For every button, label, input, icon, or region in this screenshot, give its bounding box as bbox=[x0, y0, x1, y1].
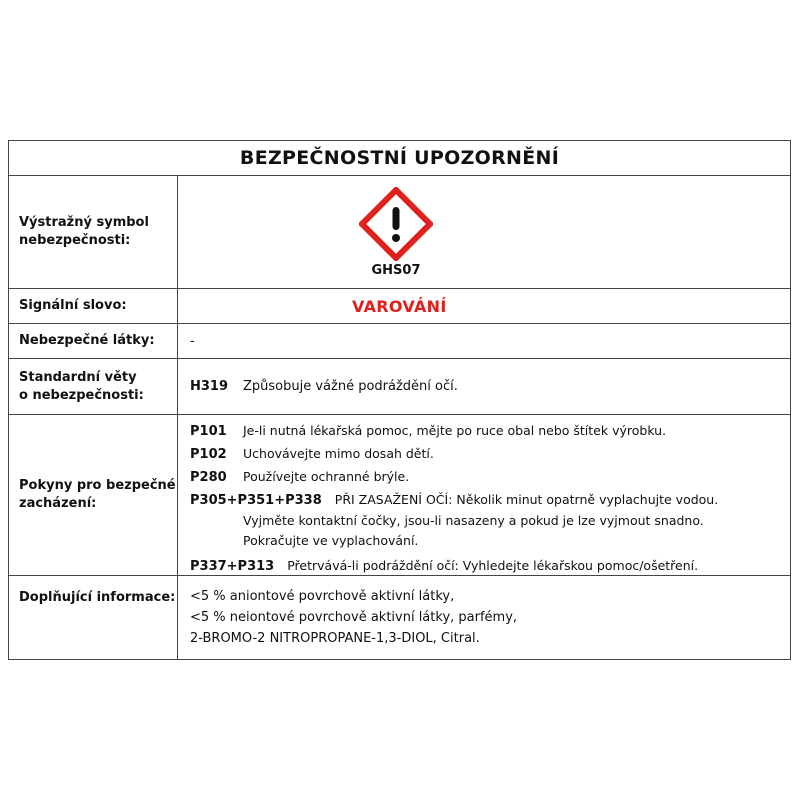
additional-info-text bbox=[178, 576, 790, 659]
row-label bbox=[9, 176, 178, 288]
pictogram-code: GHS07 bbox=[371, 262, 421, 278]
signal-word: VAROVÁNÍ bbox=[352, 296, 447, 316]
row-label: Nebezpečné látky: bbox=[9, 324, 178, 358]
pictogram-cell bbox=[178, 176, 790, 288]
signal-word-cell bbox=[178, 289, 790, 323]
info-line: <5 % neiontové povrchově aktivní látky, parfémy, bbox=[190, 610, 518, 625]
p-text: Přetrvává-li podráždění očí: Vyhledejte lékařskou pomoc/ošetření. bbox=[287, 558, 699, 573]
label-line: nebezpečnosti: bbox=[19, 233, 131, 248]
p-code: P305+P351+P338 bbox=[190, 493, 322, 508]
row-label: Doplňující informace: bbox=[9, 576, 178, 659]
row-hazardous-substances bbox=[9, 324, 790, 359]
p-text-continuation: Pokračujte ve vyplachování. bbox=[243, 533, 419, 548]
p-code: P280 bbox=[190, 470, 227, 485]
hazard-code: H319 bbox=[190, 379, 229, 394]
hazard-text: Způsobuje vážné podráždění očí. bbox=[243, 379, 458, 394]
row-additional-info bbox=[9, 576, 790, 659]
exclamation-mark-diamond-icon bbox=[359, 187, 433, 261]
precautionary-statement bbox=[190, 554, 698, 577]
row-precautionary-statements bbox=[9, 415, 790, 576]
table-title: BEZPEČNOSTNÍ UPOZORNĚNÍ bbox=[9, 141, 790, 176]
hazard-statement bbox=[178, 359, 790, 414]
p-code: P102 bbox=[190, 447, 227, 462]
row-hazard-statements bbox=[9, 359, 790, 415]
row-label bbox=[9, 359, 178, 414]
label-line: o nebezpečnosti: bbox=[19, 387, 144, 403]
substances-value: - bbox=[190, 333, 195, 349]
precautionary-list bbox=[178, 415, 790, 575]
precautionary-statement bbox=[190, 488, 718, 511]
p-text: PŘI ZASAŽENÍ OČÍ: Několik minut opatrně vyplachujte vodou. bbox=[334, 492, 719, 507]
p-code: P101 bbox=[190, 424, 227, 439]
precautionary-statement bbox=[190, 419, 666, 442]
label-line: Standardní věty bbox=[19, 369, 137, 385]
row-signal-word bbox=[9, 289, 790, 324]
ghs-pictogram bbox=[358, 187, 434, 278]
label-line: Pokyny pro bezpečné bbox=[19, 478, 176, 493]
precautionary-statement bbox=[190, 442, 434, 465]
label-line: Výstražný symbol bbox=[19, 215, 149, 230]
p-text: Je-li nutná lékařská pomoc, mějte po ruce obal nebo štítek výrobku. bbox=[243, 423, 667, 438]
row-label bbox=[9, 415, 178, 575]
info-line: <5 % aniontové povrchově aktivní látky, bbox=[190, 589, 455, 604]
p-code: P337+P313 bbox=[190, 559, 275, 574]
info-line: 2-BROMO-2 NITROPROPANE-1,3-DIOL, Citral. bbox=[190, 631, 480, 646]
p-text-continuation: Vyjměte kontaktní čočky, jsou-li nasazeny a pokud je lze vyjmout snadno. bbox=[243, 513, 704, 528]
p-text: Uchovávejte mimo dosah dětí. bbox=[243, 446, 434, 461]
p-text: Používejte ochranné brýle. bbox=[243, 469, 410, 484]
precautionary-statement bbox=[190, 465, 409, 488]
row-hazard-symbol bbox=[9, 176, 790, 289]
label-line: zacházení: bbox=[19, 496, 97, 511]
safety-notice-table bbox=[8, 140, 791, 660]
row-label: Signální slovo: bbox=[9, 289, 178, 323]
